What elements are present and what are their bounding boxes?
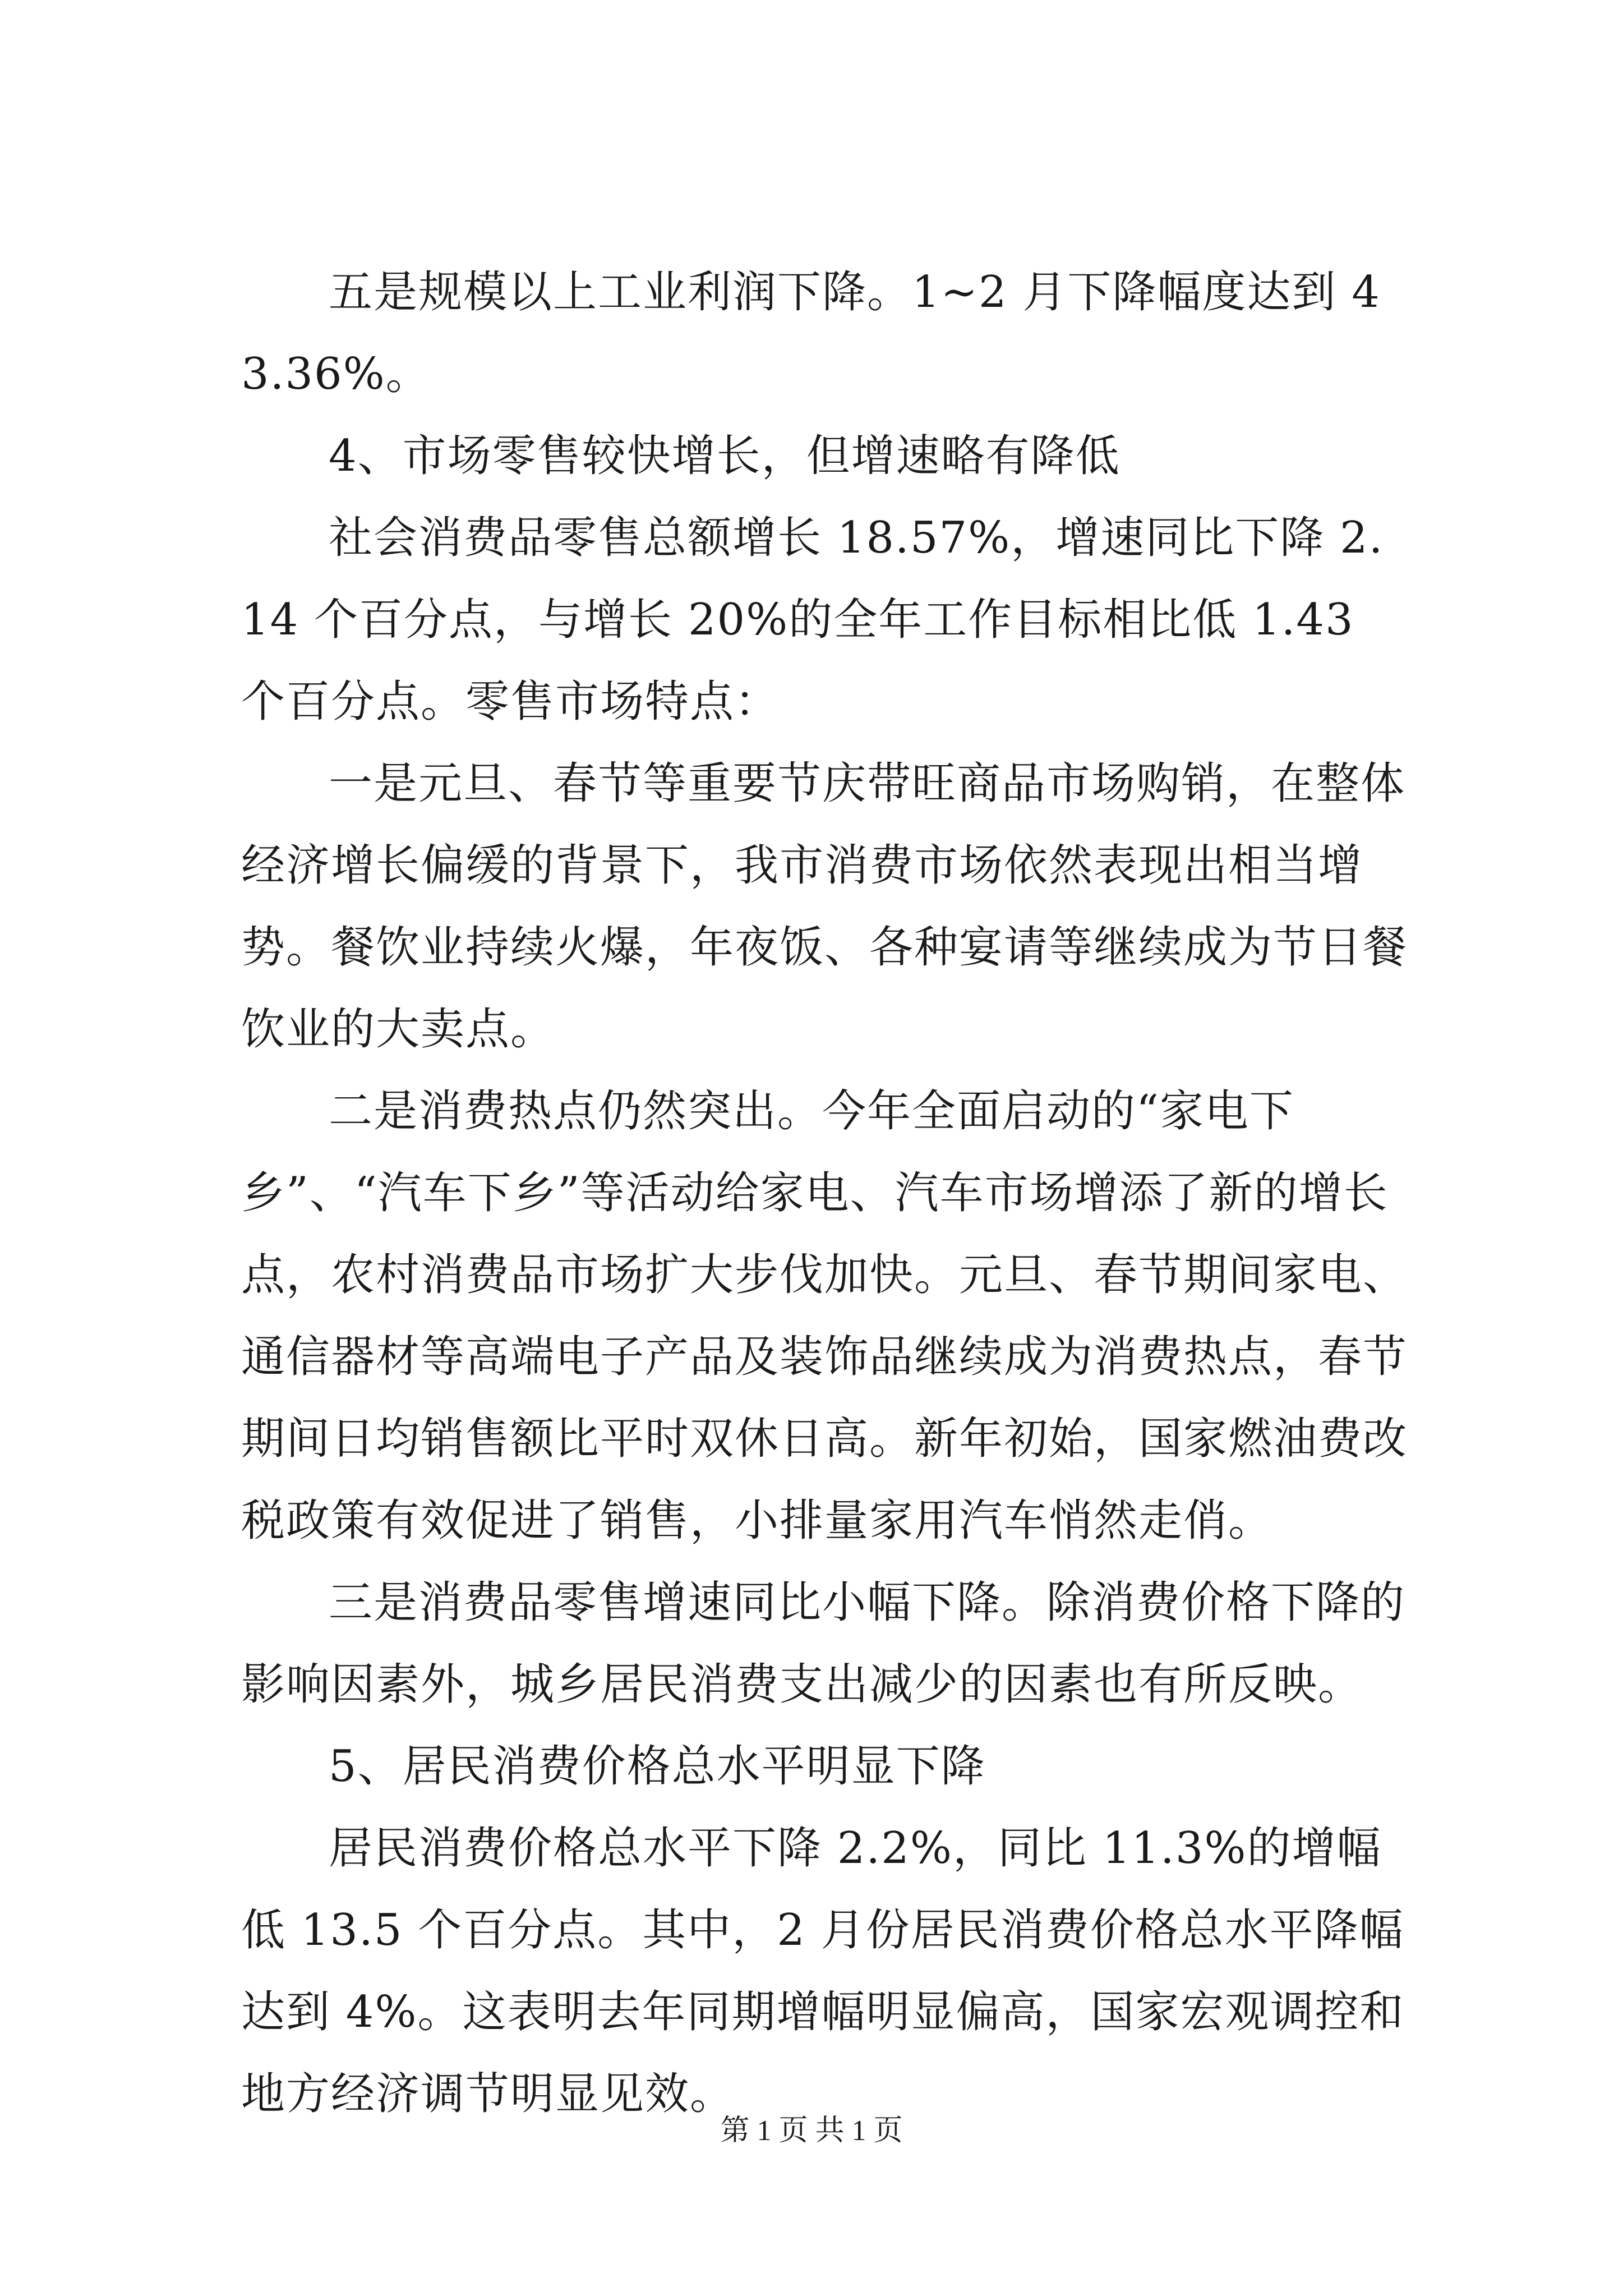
paragraph-retail-slowdown: 三是消费品零售增速同比小幅下降。除消费价格下降的影响因素外，城乡居民消费支出减少的因素也有所反映。 — [241, 1577, 1406, 1710]
paragraph-holiday-market: 一是元旦、春节等重要节庆带旺商品市场购销，在整体经济增长偏缓的背景下，我市消费市场依然表现出相当增势。餐饮业持续火爆，年夜饭、各种宴请等继续成为节日餐饮业的大卖点。 — [241, 758, 1408, 1055]
page-footer: 第 1 页 共 1 页 — [720, 2115, 903, 2147]
section-heading-cpi: 5、居民消费价格总水平明显下降 — [329, 1741, 986, 1792]
document-body — [241, 251, 1408, 2135]
paragraph-consumption-hotspots: 二是消费热点仍然突出。今年全面启动的“家电下乡”、“汽车下乡”等活动给家电、汽车市场增添了新的增长点，农村消费品市场扩大步伐加快。元旦、春节期间家电、通信器材等高端电子产品及装饰品继续成为消费热点，春节期间日均销售额比平时双休日高。新年初始，国家燃油费改税政策有效促进了销售，小排量家用汽车悄然走俏。 — [241, 1086, 1408, 1546]
paragraph-cpi: 居民消费价格总水平下降 2.2%，同比 11.3%的增幅低 13.5 个百分点。其中，2 月份居民消费价格总水平降幅达到 4%。这表明去年同期增幅明显偏高，国家宏观调控和地方经济调节明显见效。 — [241, 1823, 1405, 2119]
section-heading-retail: 4、市场零售较快增长，但增速略有降低 — [329, 431, 1121, 481]
paragraph-retail-total: 社会消费品零售总额增长 18.57%，增速同比下降 2.14 个百分点，与增长 20%的全年工作目标相比低 1.43 个百分点。零售市场特点： — [241, 513, 1384, 727]
paragraph-industrial-profit: 五是规模以上工业利润下降。1~2 月下降幅度达到 43.36%。 — [241, 267, 1381, 399]
